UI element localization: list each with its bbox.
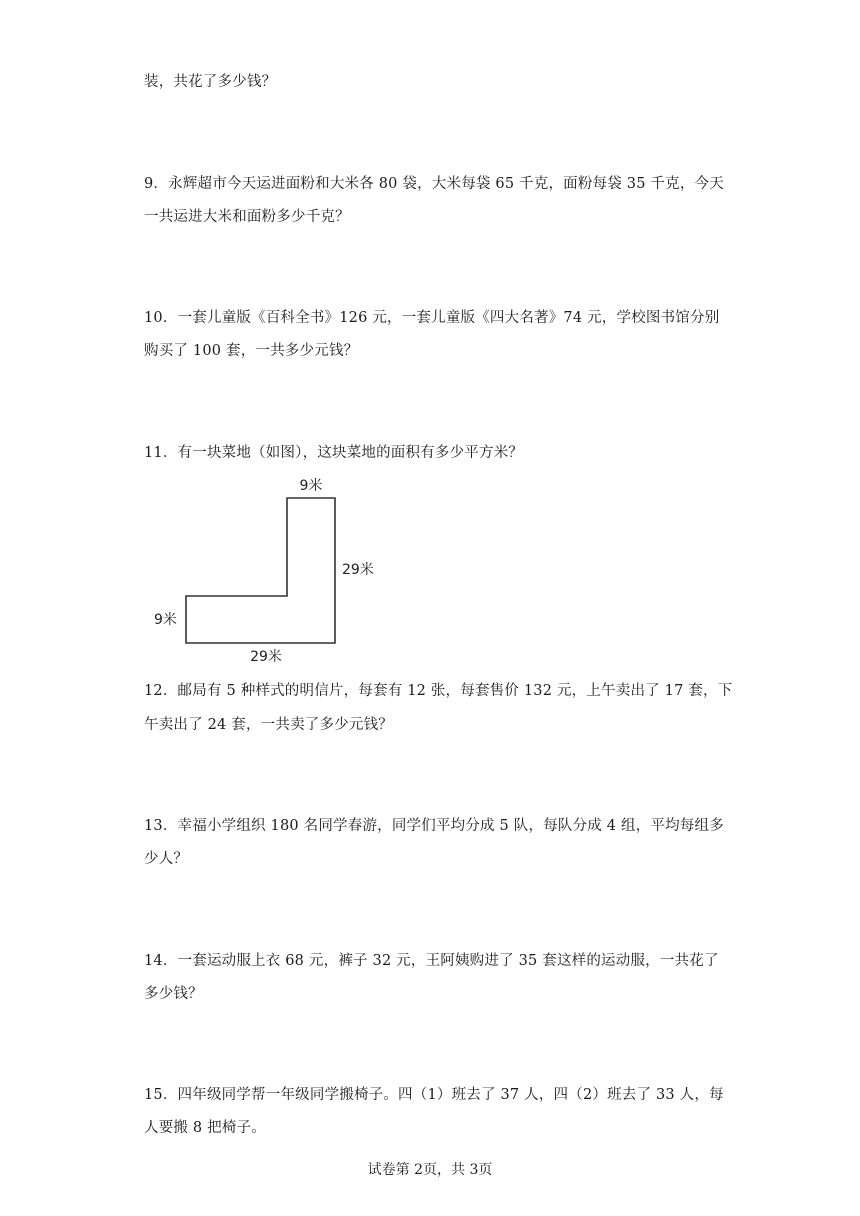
q9-line1: 9．永辉超市今天运进面粉和大米各 80 袋，大米每袋 65 千克，面粉每袋 35 千克，今天 (144, 176, 724, 192)
q14-line2: 多少钱？ (144, 986, 203, 1002)
q11-line1: 11．有一块菜地（如图），这块菜地的面积有多少平方米？ (144, 445, 524, 461)
page-footer: 试卷第 2页，共 3页 (367, 1162, 493, 1178)
q13-line2: 少人？ (144, 851, 189, 867)
q9-line2: 一共运进大米和面粉多少千克？ (144, 209, 350, 225)
q14-line1: 14．一套运动服上衣 68 元，裤子 32 元，王阿姨购进了 35 套这样的运动服，一共花了 (144, 953, 719, 969)
q10-line2: 购买了 100 套，一共多少元钱？ (144, 343, 359, 359)
l-shape-diagram (140, 470, 400, 670)
vegetable-plot-figure (140, 470, 400, 670)
q12-line1: 12．邮局有 5 种样式的明信片，每套有 12 张，每套售价 132 元，上午卖出了 17 套，下 (144, 683, 733, 699)
q13-line1: 13．幸福小学组织 180 名同学春游，同学们平均分成 5 队，每队分成 4 组，平均每组多 (144, 818, 724, 834)
q12-line2: 午卖出了 24 套，一共卖了多少元钱？ (144, 717, 393, 733)
q15-line2: 人要搬 8 把椅子。 (144, 1120, 266, 1136)
label-left-height: 9米 (154, 612, 177, 628)
label-right-height: 29米 (342, 562, 374, 578)
q15-line1: 15．四年级同学帮一年级同学搬椅子。四（1）班去了 37 人，四（2）班去了 33 人，每 (144, 1087, 724, 1103)
l-shape-outline (186, 498, 335, 643)
label-bottom-width: 29米 (250, 649, 282, 665)
q10-line1: 10．一套儿童版《百科全书》126 元，一套儿童版《四大名著》74 元，学校图书馆分别 (144, 310, 720, 326)
label-top-width: 9米 (299, 478, 323, 494)
q8-continuation: 装，共花了多少钱？ (144, 74, 277, 90)
